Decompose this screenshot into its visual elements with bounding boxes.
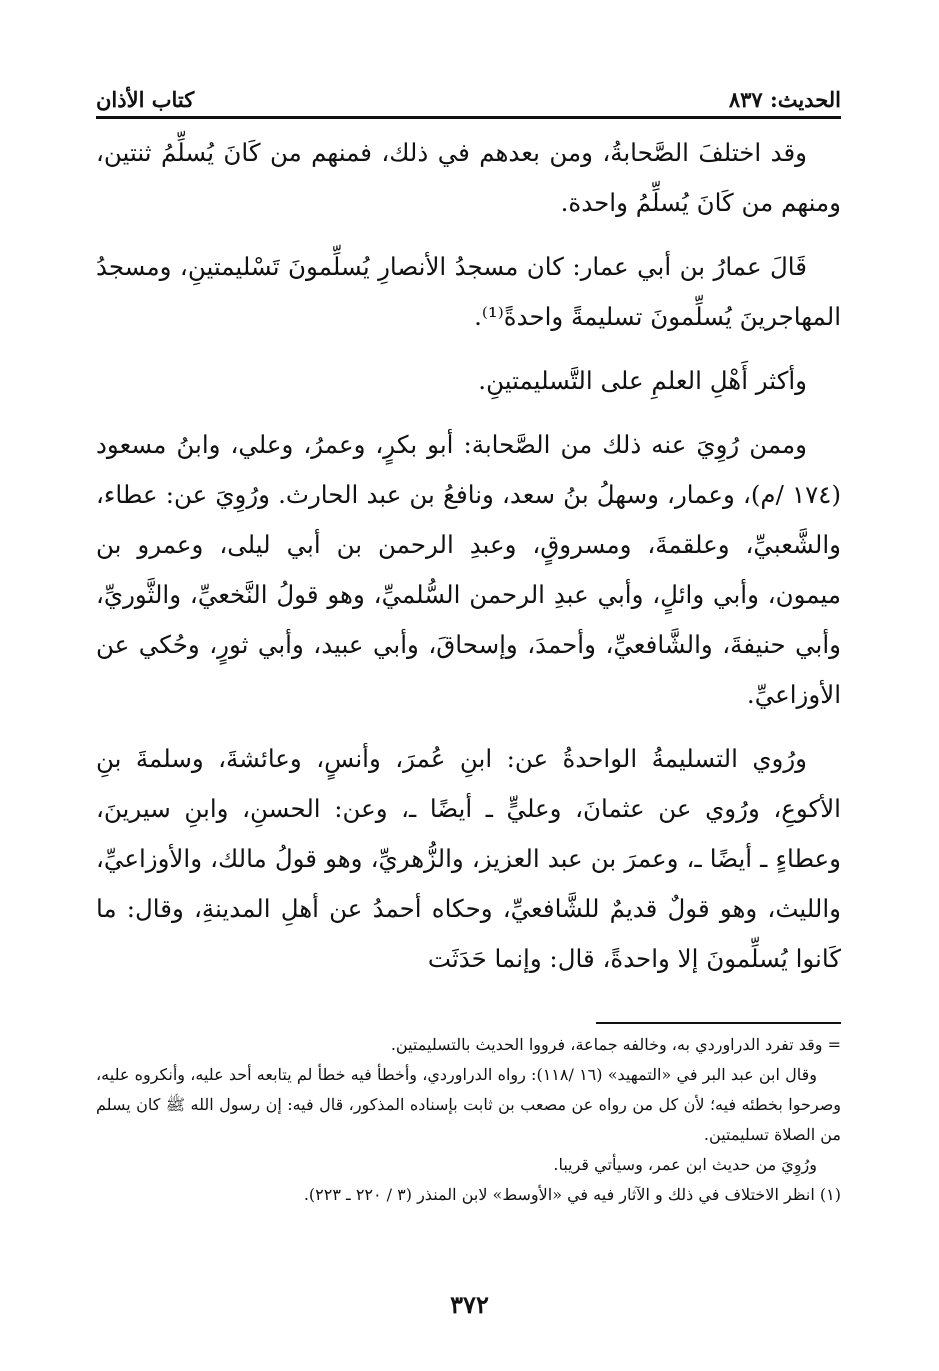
- main-text: [96, 128, 841, 998]
- footnotes: [96, 1030, 841, 1210]
- page-header: [96, 76, 841, 112]
- paragraph-single-taslim-narrators: ورُوي التسليمةُ الواحدةُ عن: ابنِ عُمرَ، وأنسٍ، وعائشةَ، وسلمةَ بنِ الأكوعِ، ورُوي عن عثمانَ، وعليٍّ ـ أيضًا ـ، وعن: الحسنِ، وابنِ سيرينَ، وعطاءٍ ـ أيضًا ـ، وعمرَ بن عبد العزيز، والزُّهريِّ، وهو قولُ مالك، والأوزاعيِّ، والليث، وهو قولٌ قديمٌ للشَّافعيِّ، وحكاه أحمدُ عن أهلِ المدينةِ، وقال: ما كَانوا يُسلِّمونَ إلا واحدةً، قال: وإنما حَدَثَت: [96, 744, 841, 973]
- paragraph-ammar-report: قَالَ عمارُ بن أبي عمار: كان مسجدُ الأنصارِ يُسلِّمونَ تَسْليمتينِ، ومسجدُ المهاجرينَ يُسلِّمونَ تسليمةً واحدةً⁽¹⁾.: [96, 252, 841, 331]
- footnote-continuation: = وقد تفرد الدراوردي به، وخالفه جماعة، فرووا الحديث بالتسليمتين.: [390, 1035, 841, 1054]
- hadith-number-label: الحديث: ٨٣٧: [728, 87, 841, 112]
- header-divider: [96, 116, 841, 119]
- footnote-riwaya: ورُوِيَ من حديث ابن عمر، وسيأتي قريبا.: [553, 1155, 817, 1174]
- footnote-ibn-abd-al-barr: وقال ابن عبد البر في «التمهيد» (١٦ /١١٨): رواه الدراوردي، وأخطأ فيه خطأ لم يتابعه أحد عليه، وأنكروه عليه، وصرحوا بخطئه فيه؛ لأن كل من رواه عن مصعب بن ثابت بإسناده المذكور، قال فيه: إن رسول الله ﷺ كان يسلم من الصلاة تسليمتين.: [96, 1065, 841, 1144]
- paragraph-two-taslims-narrators: وممن رُوِيَ عنه ذلك من الصَّحابة: أبو بكرٍ، وعمرُ، وعلي، وابنُ مسعود (١٧٤ /م)، وعمار، وسهلُ بنُ سعد، ونافعُ بن عبد الحارث. ورُوِيَ عن: عطاء، والشَّعبيِّ، وعلقمةَ، ومسروقٍ، وعبدِ الرحمن بن أبي ليلى، وعمرو بن ميمون، وأبي وائلٍ، وأبي عبدِ الرحمن السُّلميِّ، وهو قولُ النَّخعيِّ، والثَّوريِّ، وأبي حنيفةَ، والشَّافعيِّ، وأحمدَ، وإسحاقَ، وأبي عبيد، وأبي ثورٍ، وحُكي عن الأوزاعيِّ.: [96, 430, 841, 709]
- paragraph-companions-disagreement: وقد اختلفَ الصَّحابةُ، ومن بعدهم في ذلك، فمنهم من كَانَ يُسلِّمُ ثنتين، ومنهم من كَانَ يُسلِّمُ واحدة.: [96, 138, 841, 217]
- paragraph-majority-view: وأكثر أَهْلِ العلمِ على التَّسليمتينِ.: [478, 366, 807, 395]
- footnote-1: (١) انظر الاختلاف في ذلك و الآثار فيه في «الأوسط» لابن المنذر (٣ / ٢٢٠ ـ ٢٢٣).: [303, 1185, 841, 1204]
- footnote-divider: [596, 1022, 841, 1024]
- book-title: كتاب الأذان: [96, 87, 195, 112]
- page-number: ٣٧٢: [450, 1290, 489, 1319]
